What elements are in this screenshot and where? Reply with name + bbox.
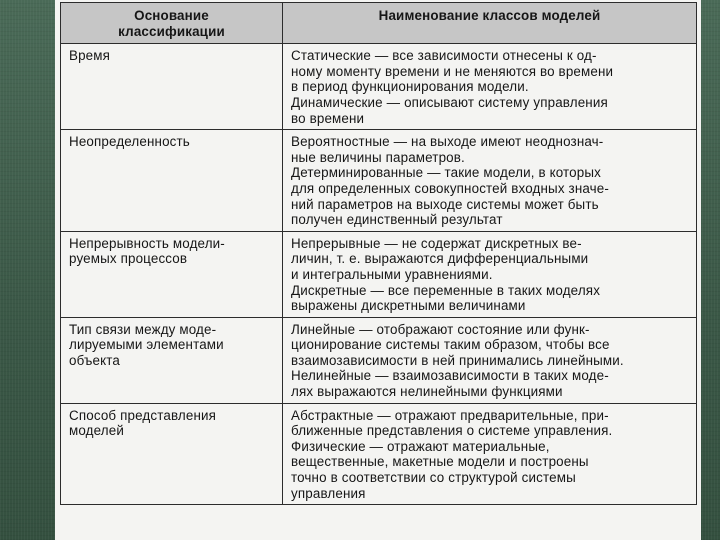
classes-cell: Линейные — отображают состояние или функ- ционирование системы таким образом, чтобы все взаимозависимости в ней принимались линейными. Нелинейные — взаимозависимости в таких моде- лях выражаются нелинейными функциями	[283, 317, 697, 403]
classes-cell: Абстрактные — отражают предварительные, при- ближенные представления о системе управления. Физические — отражают материальные, вещественные, макетные модели и построены точно в соответствии со структурой системы управления	[283, 403, 697, 505]
classes-cell: Статические — все зависимости отнесены к од- ному моменту времени и не меняются во времени в период функционирования модели. Динамические — описывают систему управления во времени	[283, 44, 697, 130]
classes-cell: Непрерывные — не содержат дискретных ве- личин, т. е. выражаются дифференциальными и интегральными уравнениями. Дискретные — все переменные в таких моделях выражены дискретными величинами	[283, 231, 697, 317]
basis-cell: Способ представления моделей	[61, 403, 283, 505]
basis-cell: Неопределенность	[61, 130, 283, 232]
table-row-link-type	[61, 317, 697, 403]
header-classification-basis: Основание классификации	[61, 3, 283, 44]
document-page	[55, 0, 701, 540]
table-row-uncertainty	[61, 130, 697, 232]
basis-cell: Тип связи между моде- лируемыми элементами объекта	[61, 317, 283, 403]
basis-cell: Время	[61, 44, 283, 130]
classes-cell: Вероятностные — на выходе имеют неоднознач- ные величины параметров. Детерминированные — такие модели, в которых для определенных совокупностей входных значе- ний параметров на выходе системы может быть получен единственный результат	[283, 130, 697, 232]
model-classification-table	[60, 2, 697, 505]
table-row-continuity	[61, 231, 697, 317]
header-model-class-names: Наименование классов моделей	[283, 3, 697, 44]
table-row-time	[61, 44, 697, 130]
table-header-row	[61, 3, 697, 44]
table-row-representation	[61, 403, 697, 505]
basis-cell: Непрерывность модели- руемых процессов	[61, 231, 283, 317]
